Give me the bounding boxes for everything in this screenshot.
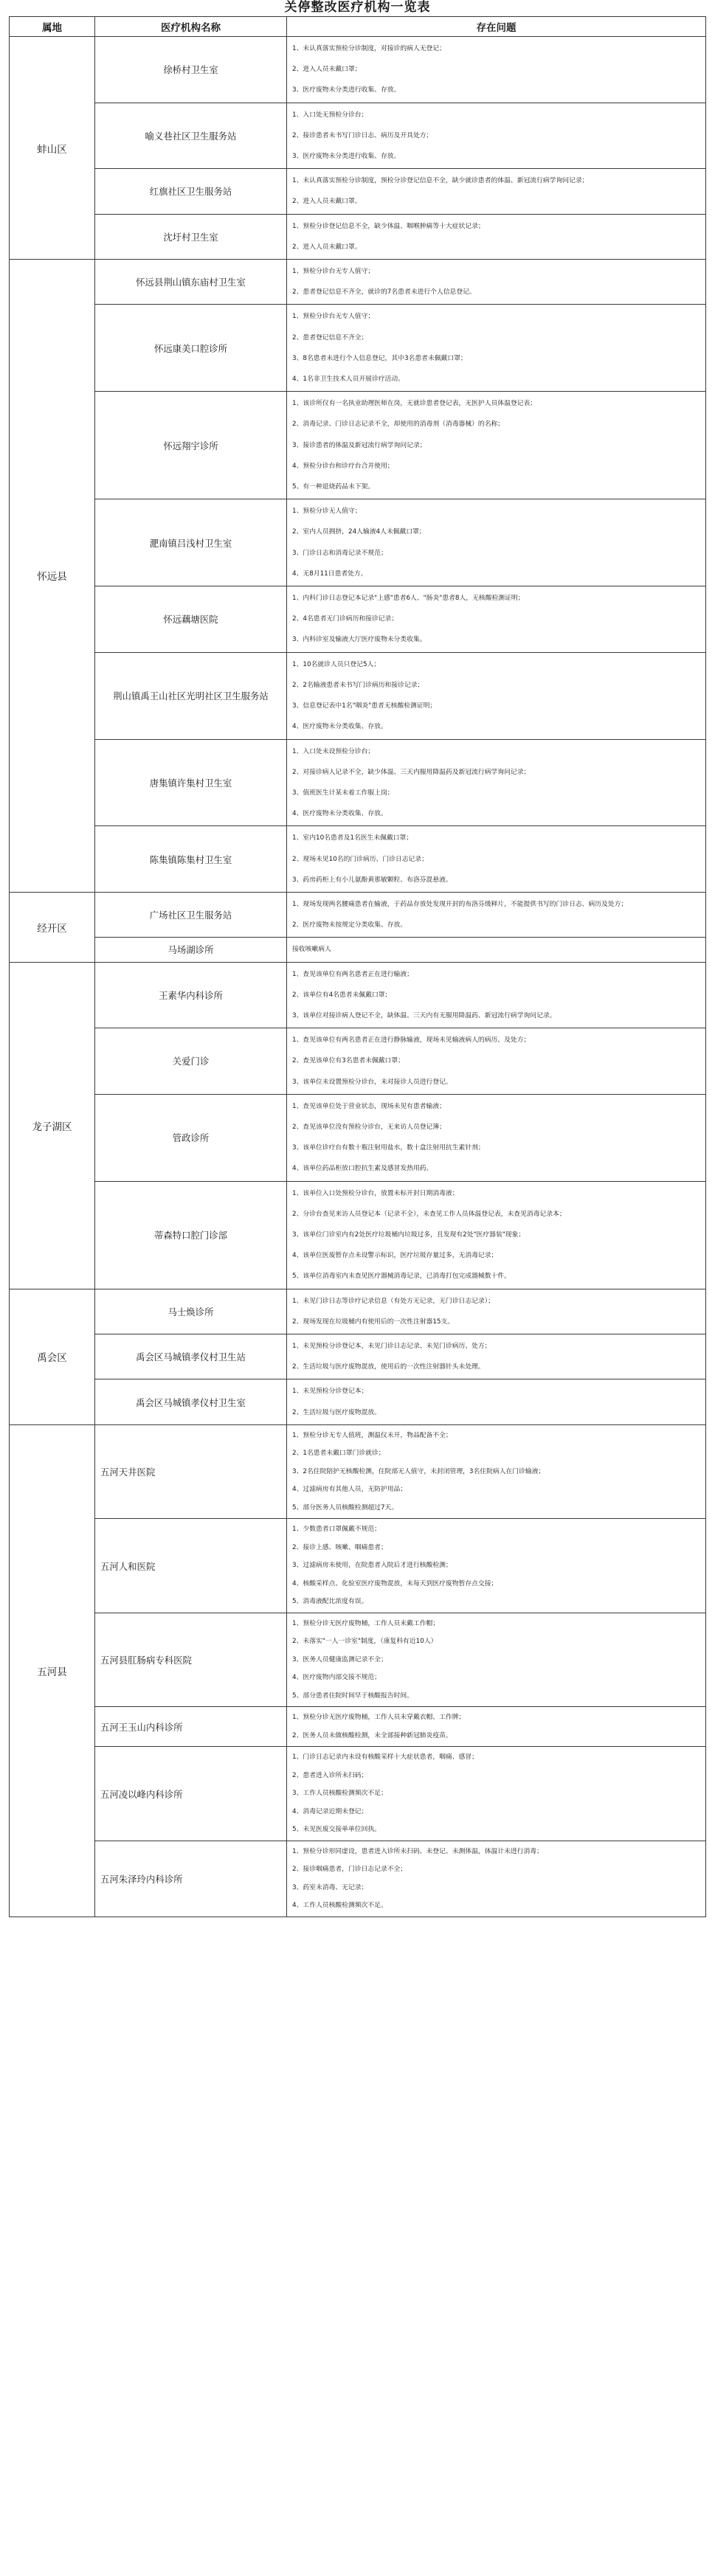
problems-cell bbox=[287, 892, 706, 937]
problem-item: 3、药室未消毒、无记录； bbox=[292, 1883, 368, 1891]
institution-name: 广场社区卫生服务站 bbox=[95, 892, 287, 937]
problem-item: 接收咳嗽病人 bbox=[292, 946, 331, 954]
institution-name: 马场湖诊所 bbox=[95, 938, 287, 962]
problem-item: 1、未见预检分诊登记本，未见门诊日志记录、未见门诊病历、处方； bbox=[292, 1342, 491, 1350]
problem-item: 4、医疗废物未分类收集、存放。 bbox=[292, 810, 387, 818]
district-cell: 怀远县 bbox=[10, 260, 95, 893]
institution-name: 怀远翔宇诊所 bbox=[95, 392, 287, 499]
institution-name: 管政诊所 bbox=[95, 1094, 287, 1181]
problem-item: 2、1名患者未戴口罩门诊就诊； bbox=[292, 1450, 385, 1458]
problem-item: 1、未认真落实预检分诊制度，预检分诊登记信息不全，缺少就诊患者的体温、新冠流行病学询问记录； bbox=[292, 177, 589, 185]
problem-item: 1、未认真落实预检分诊制度，对接诊的病人无登记； bbox=[292, 45, 446, 52]
table-row bbox=[10, 1747, 706, 1841]
problems-cell bbox=[287, 652, 706, 739]
institution-name: 五河王玉山内科诊所 bbox=[95, 1707, 287, 1747]
institution-name: 怀远藕塘医院 bbox=[95, 586, 287, 653]
problems-cell bbox=[287, 1289, 706, 1334]
problem-item: 2、该单位有4名患者未佩戴口罩； bbox=[292, 991, 392, 999]
problem-item: 3、8名患者未进行个人信息登记，其中3名患者未佩戴口罩； bbox=[292, 354, 467, 362]
problem-item: 5、该单位消毒室内未查见医疗器械消毒记录，已消毒打包完成器械数十件。 bbox=[292, 1273, 511, 1281]
table-row bbox=[10, 103, 706, 169]
problem-item: 2、生活垃圾与医疗废物混放。 bbox=[292, 1408, 381, 1416]
problem-item: 1、入口处未设预检分诊台； bbox=[292, 747, 375, 755]
problem-item: 4、工作人员核酸检测频次不足。 bbox=[292, 1902, 387, 1910]
problem-item: 5、消毒液配比浓度有误。 bbox=[292, 1598, 368, 1606]
problems-cell bbox=[287, 1379, 706, 1424]
table-row bbox=[10, 1181, 706, 1289]
problem-item: 2、生活垃圾与医疗废物混放，使用后的一次性注射器针头未处理。 bbox=[292, 1363, 485, 1371]
institution-name: 唐集镇许集村卫生室 bbox=[95, 739, 287, 826]
institution-name: 五河人和医院 bbox=[95, 1519, 287, 1613]
problem-item: 1、查见该单位处于营业状态，现场未见有患者输液； bbox=[292, 1102, 446, 1110]
problem-item: 2、现场发现在垃圾桶内有使用后的一次性注射器15支。 bbox=[292, 1318, 455, 1326]
district-cell: 龙子湖区 bbox=[10, 962, 95, 1289]
problem-item: 5、有一种退烧药品未下架。 bbox=[292, 483, 375, 491]
table-row bbox=[10, 499, 706, 586]
problem-item: 3、值班医生计某未着工作服上岗； bbox=[292, 789, 394, 797]
problems-cell bbox=[287, 1707, 706, 1747]
problems-cell bbox=[287, 1841, 706, 1917]
problem-item: 1、预检分诊无医疗废物桶，工作人员未戴工作帽； bbox=[292, 1619, 440, 1627]
problem-item: 1、内科门诊日志登记本记录"上感"患者6人、"肠炎"患者8人，无核酸检测证明； bbox=[292, 595, 525, 603]
problem-item: 3、药房药柜上有小儿氨酚黄那敏颗粒、布洛芬混悬液。 bbox=[292, 876, 452, 884]
institution-name: 荆山镇禹王山社区光明社区卫生服务站 bbox=[95, 652, 287, 739]
institution-name: 王素华内科诊所 bbox=[95, 962, 287, 1028]
problems-cell bbox=[287, 1424, 706, 1519]
problem-item: 1、预检分诊无人值守； bbox=[292, 508, 362, 516]
problems-cell bbox=[287, 938, 706, 962]
problem-item: 1、室内10名患者及1名医生未佩戴口罩； bbox=[292, 834, 413, 842]
district-cell: 五河县 bbox=[10, 1424, 95, 1917]
problem-item: 2、未落实"一人一诊室"制度，（康复科有近10人） bbox=[292, 1638, 438, 1646]
problem-item: 4、消毒记录近期未登记； bbox=[292, 1807, 368, 1815]
problem-item: 3、该单位门诊室内有2处医疗垃圾桶内垃圾过多，且发现有2处"医疗器装"现象； bbox=[292, 1230, 525, 1239]
problems-cell bbox=[287, 1181, 706, 1289]
problems-cell bbox=[287, 260, 706, 305]
district-cell: 经开区 bbox=[10, 892, 95, 962]
problem-item: 1、现场发现两名腰痛患者在输液，于药品存放处发现开封的布洛芬缓释片，不能提供书写的门诊日志、病历及处方； bbox=[292, 900, 628, 908]
problem-item: 3、该单位对接诊病人登记不全，缺体温、三天内有无服用降温药、新冠流行病学询问记录。 bbox=[292, 1011, 556, 1019]
problem-item: 3、该单位未设置预检分诊台，未对接诊人员进行登记。 bbox=[292, 1078, 452, 1086]
problem-item: 1、入口处无预检分诊台； bbox=[292, 111, 368, 119]
problem-item: 2、进入人员未戴口罩。 bbox=[292, 198, 362, 206]
problem-item: 3、2名住院陪护无核酸检测，住院部无人值守，未封闭管理，3名住院病人在门诊输液； bbox=[292, 1467, 545, 1475]
problem-item: 2、消毒记录、门诊日志记录不全，却使用的消毒剂（消毒器械）的名称； bbox=[292, 420, 505, 429]
institution-name: 怀远县荆山镇东庙村卫生室 bbox=[95, 260, 287, 305]
problem-item: 1、10名就诊人员只登记5人； bbox=[292, 660, 381, 668]
problem-item: 1、预检分诊形同虚设，患者进入诊所未扫码、未登记、未测体温，体温计未进行消毒； bbox=[292, 1847, 543, 1855]
table-row bbox=[10, 892, 706, 937]
problem-item: 5、未见医废交接单单位回执。 bbox=[292, 1826, 381, 1834]
problem-item: 2、接诊咽痛患者，门诊日志记录不全； bbox=[292, 1866, 407, 1874]
problem-item: 3、接诊患者的体温及新冠流行病学询问记录； bbox=[292, 441, 426, 449]
problem-item: 3、工作人员核酸检测频次不足； bbox=[292, 1790, 387, 1798]
problem-item: 3、该单位诊疗台有数十瓶注射用盐水，数十盒注射用抗生素针剂； bbox=[292, 1144, 485, 1152]
table-row bbox=[10, 305, 706, 392]
page-title: 关停整改医疗机构一览表 bbox=[284, 0, 431, 15]
institutions-table bbox=[9, 16, 706, 1917]
institution-name: 陈集镇陈集村卫生室 bbox=[95, 826, 287, 893]
table-row bbox=[10, 392, 706, 499]
problems-cell bbox=[287, 305, 706, 392]
table-row bbox=[10, 1707, 706, 1747]
problem-item: 4、预检分诊台和诊疗台合并使用； bbox=[292, 462, 394, 470]
problem-item: 4、该单位医废暂存点未设警示标识，医疗垃圾存量过多，无消毒记录； bbox=[292, 1252, 498, 1260]
problem-item: 1、该诊所仅有一名执业助理医师在岗，无就诊患者登记表，无医护人员体温登记表； bbox=[292, 400, 537, 408]
institution-name: 五河凌以峰内科诊所 bbox=[95, 1747, 287, 1841]
table-row bbox=[10, 214, 706, 259]
table-row bbox=[10, 1841, 706, 1917]
problem-item: 3、内科诊室及输液大厅医疗废物未分类收集。 bbox=[292, 636, 426, 644]
institution-name: 关爱门诊 bbox=[95, 1028, 287, 1095]
problem-item: 1、预检分诊台无专人值守； bbox=[292, 268, 375, 276]
institution-name: 怀远康美口腔诊所 bbox=[95, 305, 287, 392]
table-row bbox=[10, 1334, 706, 1379]
institution-name: 五河县肛肠病专科医院 bbox=[95, 1613, 287, 1707]
table-row bbox=[10, 586, 706, 653]
header-institution: 医疗机构名称 bbox=[95, 17, 287, 37]
problems-cell bbox=[287, 499, 706, 586]
problem-item: 4、核酸采样点、化验室医疗废物混放，未每天到医疗废物暂存点交接； bbox=[292, 1579, 498, 1588]
problems-cell bbox=[287, 1747, 706, 1841]
problem-item: 5、部分医务人员核酸检测超过7天。 bbox=[292, 1503, 398, 1512]
problem-item: 2、室内人员拥挤，24人输液4人未佩戴口罩； bbox=[292, 528, 426, 536]
institution-name: 淝南镇吕浅村卫生室 bbox=[95, 499, 287, 586]
table-row bbox=[10, 1028, 706, 1095]
problem-item: 1、门诊日志记录内未设有核酸采样十大症状患者，咽痛、感冒； bbox=[292, 1753, 478, 1762]
problem-item: 1、未见门诊日志等诊疗记录信息（有处方无记录，无门诊日志记录）； bbox=[292, 1297, 494, 1305]
problem-item: 3、医疗废物未分类进行收集、存放。 bbox=[292, 86, 401, 94]
problem-item: 1、该单位入口处预检分诊台，放置未标开封日期消毒液； bbox=[292, 1189, 459, 1197]
table-row bbox=[10, 1379, 706, 1424]
header-problems: 存在问题 bbox=[287, 17, 706, 37]
problem-item: 2、医务人员未做核酸检测，未全部接种新冠肺炎疫苗。 bbox=[292, 1731, 452, 1739]
problem-item: 2、接诊上感、咳嗽、咽痛患者； bbox=[292, 1543, 387, 1551]
problem-item: 4、该单位药品柜放口腔抗生素及感冒发热用药。 bbox=[292, 1165, 433, 1173]
table-row bbox=[10, 938, 706, 962]
table-row bbox=[10, 1519, 706, 1613]
problems-cell bbox=[287, 826, 706, 893]
problem-item: 2、现场未见10名的门诊病历、门诊日志记录； bbox=[292, 855, 428, 863]
problem-item: 4、1名非卫生技术人员开展诊疗活动。 bbox=[292, 375, 404, 384]
institution-name: 喻义巷社区卫生服务站 bbox=[95, 103, 287, 169]
problem-item: 2、2名输液患者未书写门诊病历和接诊记录； bbox=[292, 681, 424, 689]
problem-item: 4、医疗废物未分类收集、存放。 bbox=[292, 723, 387, 731]
table-row bbox=[10, 1613, 706, 1707]
problem-item: 5、部分患者住院时间早于核酸报告时间。 bbox=[292, 1692, 413, 1700]
district-cell: 禹会区 bbox=[10, 1289, 95, 1424]
problem-item: 4、医疗废物内部交接不规范； bbox=[292, 1674, 381, 1682]
institution-name: 沈圩村卫生室 bbox=[95, 214, 287, 259]
problem-item: 1、少数患者口罩佩戴不规范； bbox=[292, 1526, 381, 1534]
institution-name: 五河朱泽玲内科诊所 bbox=[95, 1841, 287, 1917]
table-row bbox=[10, 169, 706, 214]
problem-item: 1、预检分诊登记信息不全，缺少体温、咽喉肿痛等十大症状记录； bbox=[292, 222, 485, 230]
table-header-row bbox=[10, 17, 706, 37]
institution-name: 禹会区马城镇孝仪村卫生站 bbox=[95, 1334, 287, 1379]
table-body bbox=[10, 37, 706, 1917]
problem-item: 2、患者登记信息不齐全，就诊的7名患者未进行个人信息登记。 bbox=[292, 288, 476, 297]
problem-item: 2、患者登记信息不齐全； bbox=[292, 333, 368, 342]
problem-item: 2、分诊台查见来访人员登记本（记录不全），未查见工作人员体温登记表，未查见消毒记录本； bbox=[292, 1210, 566, 1218]
problem-item: 1、未见预检分诊登记本； bbox=[292, 1388, 368, 1396]
institution-name: 徐桥村卫生室 bbox=[95, 37, 287, 103]
table-row bbox=[10, 1289, 706, 1334]
institution-name: 蒂森特口腔门诊部 bbox=[95, 1181, 287, 1289]
problem-item: 3、医务人员健康监测记录不全； bbox=[292, 1655, 387, 1663]
problems-cell bbox=[287, 1613, 706, 1707]
table-row bbox=[10, 37, 706, 103]
institution-name: 红旗社区卫生服务站 bbox=[95, 169, 287, 214]
problem-item: 3、过滤病房未使用，在院患者入院后才进行核酸检测； bbox=[292, 1562, 452, 1570]
problems-cell bbox=[287, 1028, 706, 1095]
problem-item: 1、预检分诊无医疗废物桶，工作人员未穿戴衣帽、工作牌； bbox=[292, 1714, 466, 1722]
problem-item: 1、预检分诊无专人值班，测温仪未开，物品配备不全； bbox=[292, 1431, 452, 1439]
problem-item: 2、进入人员未戴口罩。 bbox=[292, 243, 362, 251]
institution-name: 马士焕诊所 bbox=[95, 1289, 287, 1334]
problem-item: 2、进入人员未戴口罩； bbox=[292, 66, 362, 74]
table-row bbox=[10, 1424, 706, 1519]
institution-name: 禹会区马城镇孝仪村卫生室 bbox=[95, 1379, 287, 1424]
problems-cell bbox=[287, 586, 706, 653]
problems-cell bbox=[287, 392, 706, 499]
problem-item: 3、信息登记表中1名"咽炎"患者无核酸检测证明； bbox=[292, 702, 437, 710]
problems-cell bbox=[287, 1094, 706, 1181]
problem-item: 1、预检分诊台无专人值守； bbox=[292, 313, 375, 321]
problem-item: 2、查见该单位有3名患者未佩戴口罩； bbox=[292, 1057, 404, 1065]
problem-item: 1、查见该单位有两名患者正在进行输液； bbox=[292, 970, 413, 978]
problem-item: 3、医疗废物未分类进行收集、存放。 bbox=[292, 153, 401, 161]
problem-item: 4、无8月11日患者处方。 bbox=[292, 569, 367, 578]
problems-cell bbox=[287, 1334, 706, 1379]
problem-item: 2、4名患者无门诊病历和接诊记录； bbox=[292, 615, 398, 623]
table-row bbox=[10, 652, 706, 739]
problem-item: 2、查见该单位没有预检分诊台，无来访人员登记簿； bbox=[292, 1123, 446, 1131]
problems-cell bbox=[287, 103, 706, 169]
problem-item: 1、查见该单位有两名患者正在进行静脉输液，现场未见输液病人的病历、及处方； bbox=[292, 1036, 531, 1045]
header-district: 属地 bbox=[10, 17, 95, 37]
problem-item: 2、医疗废物未按规定分类收集、存放。 bbox=[292, 921, 407, 929]
problem-item: 4、过滤病房有其他人员，无防护用品； bbox=[292, 1486, 407, 1494]
problems-cell bbox=[287, 37, 706, 103]
table-row bbox=[10, 260, 706, 305]
table-row bbox=[10, 826, 706, 893]
problem-item: 3、门诊日志和消毒记录不规范； bbox=[292, 549, 387, 557]
problems-cell bbox=[287, 1519, 706, 1613]
problems-cell bbox=[287, 169, 706, 214]
table-row bbox=[10, 962, 706, 1028]
table-row bbox=[10, 739, 706, 826]
institution-name: 五河天井医院 bbox=[95, 1424, 287, 1519]
district-cell: 蚌山区 bbox=[10, 37, 95, 260]
problems-cell bbox=[287, 962, 706, 1028]
problem-item: 2、接诊患者未书写门诊日志、病历及开具处方； bbox=[292, 131, 433, 139]
problems-cell bbox=[287, 214, 706, 259]
problem-item: 2、患者进入诊所未扫码； bbox=[292, 1771, 368, 1779]
problem-item: 2、对接诊病人记录不全，缺少体温、三天内服用降温药及新冠流行病学询问记录； bbox=[292, 768, 531, 776]
problems-cell bbox=[287, 739, 706, 826]
table-row bbox=[10, 1094, 706, 1181]
